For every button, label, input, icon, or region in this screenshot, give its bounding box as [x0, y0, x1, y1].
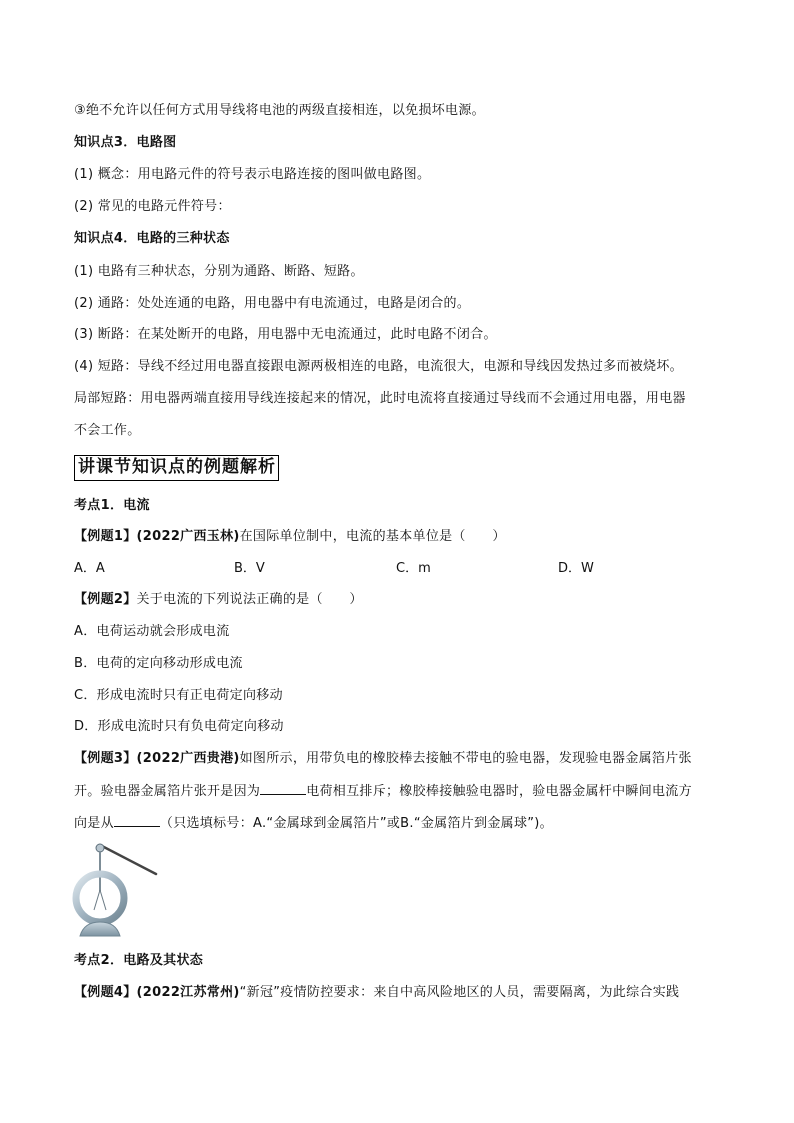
kp4-title: 知识点4．电路的三种状态 [74, 231, 230, 246]
example-4 [74, 984, 679, 1002]
kp4-item-2: (2) 通路：处处连通的电路，用电器中有电流通过，电路是闭合的。 [74, 296, 471, 311]
kp4-item-4: (4) 短路：导线不经过用电器直接跟电源两极相连的电路，电流很大，电源和导线因发热过多而被烧坏。 [74, 359, 683, 374]
example-3-line-2 [74, 782, 692, 801]
example-2-option-a: A．电荷运动就会形成电流 [74, 624, 230, 639]
example-3-tag: 【例题3】 [74, 751, 137, 766]
foil-right [100, 890, 106, 910]
example-3-text-2a: 开。验电器金属箔片张开是因为 [74, 784, 261, 799]
example-2-tag: 【例题2】 [74, 592, 137, 607]
local-short-line-2: 不会工作。 [74, 423, 141, 438]
example-1-option-d: D．W [558, 561, 594, 576]
rubber-rod [100, 845, 156, 874]
local-short-line-1: 局部短路：用电器两端直接用导线连接起来的情况，此时电流将直接通过导线而不会通过用电器，用电器 [74, 391, 686, 406]
kp4-item-1: (1) 电路有三种状态，分别为通路、断路、短路。 [74, 264, 364, 279]
example-1-text: 在国际单位制中，电流的基本单位是（ ） [239, 529, 506, 544]
kp3-title: 知识点3．电路图 [74, 135, 177, 150]
example-1-option-b: B．V [234, 561, 265, 576]
example-3-text-3b: （只选填标号：A.“金属球到金属箔片”或B.“金属箔片到金属球”)。 [159, 816, 553, 831]
example-2 [74, 591, 363, 609]
electroscope-figure [70, 838, 170, 943]
answer-blank-2[interactable] [114, 814, 160, 827]
example-2-option-b: B．电荷的定向移动形成电流 [74, 656, 243, 671]
example-3-text-3a: 向是从 [74, 816, 114, 831]
example-1-option-c: C．m [396, 561, 431, 576]
example-1-tag: 【例题1】 [74, 529, 137, 544]
example-3-text-1: 如图所示，用带负电的橡胶棒去接触不带电的验电器，发现验电器金属箔片张 [239, 751, 692, 766]
kp3-item-1: (1) 概念：用电路元件的符号表示电路连接的图叫做电路图。 [74, 167, 431, 182]
topic-1-title: 考点1．电流 [74, 498, 150, 513]
answer-blank-1[interactable] [260, 782, 306, 795]
metal-ball [96, 844, 104, 852]
foil-left [94, 890, 100, 910]
electroscope-base [80, 922, 120, 936]
example-2-text: 关于电流的下列说法正确的是（ ） [136, 592, 363, 607]
example-1 [74, 528, 506, 546]
example-2-option-d: D．形成电流时只有负电荷定向移动 [74, 719, 284, 734]
example-4-text: “新冠”疫情防控要求：来自中高风险地区的人员，需要隔离，为此综合实践 [239, 985, 680, 1000]
example-3-text-2b: 电荷相互排斥；橡胶棒接触验电器时，验电器金属杆中瞬间电流方 [306, 784, 692, 799]
example-3-line-1 [74, 750, 692, 768]
example-1-source: (2022广西玉林) [136, 529, 240, 544]
example-1-option-a: A．A [74, 561, 105, 576]
line-1: ③绝不允许以任何方式用导线将电池的两级直接相连，以免损坏电源。 [74, 103, 485, 118]
example-3-line-3 [74, 814, 553, 833]
kp4-item-3: (3) 断路：在某处断开的电路，用电器中无电流通过，此时电路不闭合。 [74, 327, 497, 342]
example-2-option-c: C．形成电流时只有正电荷定向移动 [74, 688, 283, 703]
example-4-source: (2022江苏常州) [136, 985, 240, 1000]
kp3-item-2: (2) 常见的电路元件符号： [74, 199, 231, 214]
example-3-source: (2022广西贵港) [136, 751, 240, 766]
example-4-tag: 【例题4】 [74, 985, 137, 1000]
section-title: 讲课节知识点的例题解析 [74, 455, 279, 481]
topic-2-title: 考点2．电路及其状态 [74, 953, 204, 968]
